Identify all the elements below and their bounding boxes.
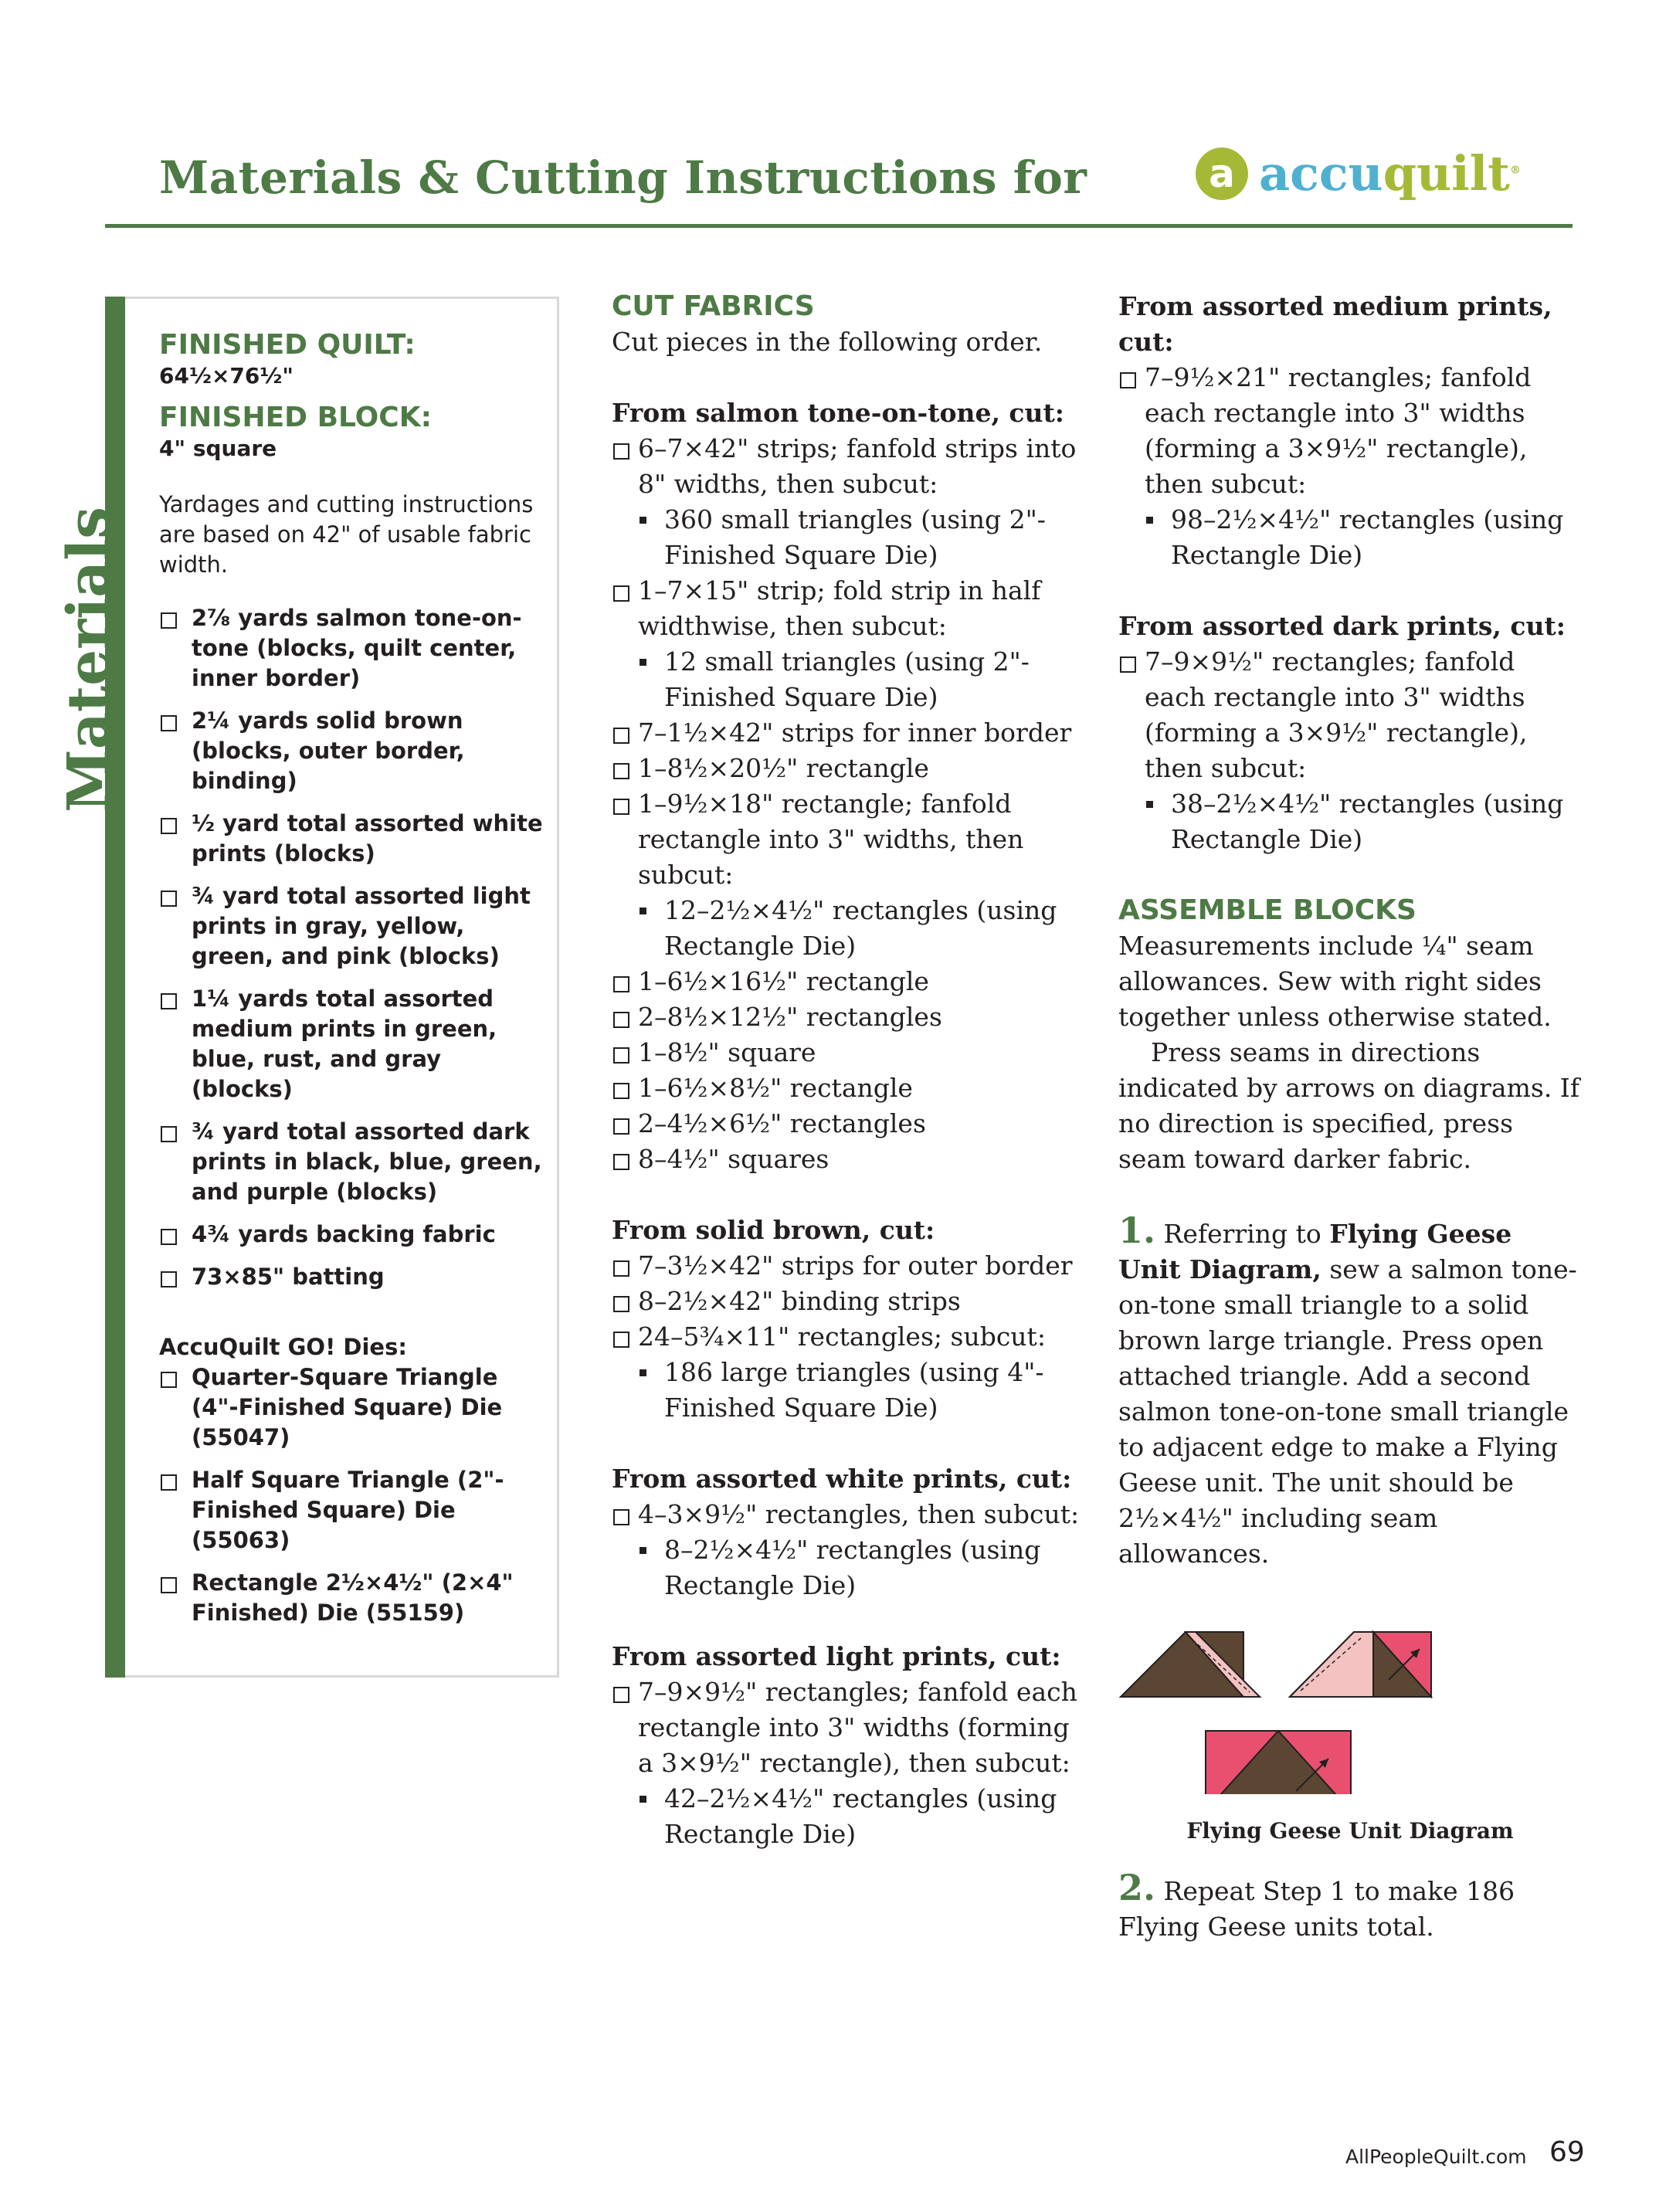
cut-item: 7–9×9½" rectangles; fanfold each rectangle into 3" widths (forming a 3×9½" rectangle), then subcut: [1118,644,1582,786]
dies-title: AccuQuilt GO! Dies: [159,1334,407,1360]
subcut-item: 360 small triangles (using 2"-Finished Square Die) [612,502,1083,573]
cut-item: 7–3½×42" strips for outer border [612,1248,1083,1284]
dark-title: From assorted dark prints, cut: [1118,611,1566,641]
material-item: 2⅞ yards salmon tone-on-tone (blocks, quilt center, inner border) [159,603,545,694]
subcut-item: 38–2½×4½" rectangles (using Rectangle Die) [1118,786,1582,857]
cut-item: 2–8½×12½" rectangles [612,999,1083,1035]
die-item: Quarter-Square Triangle (4"-Finished Square) Die (55047) [159,1362,545,1453]
flying-geese-diagram-image [1118,1593,1582,1794]
logo-trademark: ® [1509,164,1521,177]
die-item: Rectangle 2½×4½" (2×4" Finished) Die (55159) [159,1568,545,1628]
step-2-number: 2. [1118,1867,1156,1908]
cut-item: 1–8½×20½" rectangle [612,751,1083,786]
subcut-item: 12 small triangles (using 2"-Finished Square Die) [612,644,1083,715]
assemble-para-1: Measurements include ¼" seam allowances. Sew with right sides together unless otherwise stated. [1118,931,1552,1032]
die-item: Half Square Triangle (2"-Finished Square) Die (55063) [159,1465,545,1556]
cut-item: 7–9×9½" rectangles; fanfold each rectangle into 3" widths (forming a 3×9½" rectangle), then subcut: [612,1674,1083,1781]
materials-intro: Yardages and cutting instructions are based on 42" of usable fabric width. [159,491,534,578]
material-item: 4¾ yards backing fabric [159,1220,545,1250]
cut-item: 7–9½×21" rectangles; fanfold each rectangle into 3" widths (forming a 3×9½" rectangle), then subcut: [1118,360,1582,502]
assemble-para-2: Press seams in directions indicated by arrows on diagrams. If no direction is specified, press seam toward darker fabric. [1118,1037,1580,1174]
assemble-column [1118,289,1582,1945]
finished-quilt-label: FINISHED QUILT: [159,329,416,361]
logo-mark: a [1196,148,1248,200]
brown-title: From solid brown, cut: [612,1215,935,1245]
dies-list [159,1362,545,1628]
logo-text [1259,145,1521,202]
logo-quilt: quilt [1382,145,1510,202]
diagram-step-a [1121,1632,1260,1697]
cut-fabrics-heading: CUT FABRICS [612,290,815,322]
step-2 [1118,1867,1582,1945]
cut-item: 24–5¾×11" rectangles; subcut: [612,1319,1083,1355]
subcut-item: 98–2½×4½" rectangles (using Rectangle Die) [1118,502,1582,573]
material-item: ¾ yard total assorted light prints in gray, yellow, green, and pink (blocks) [159,881,545,972]
medium-title: From assorted medium prints, cut: [1118,291,1552,357]
step-1 [1118,1209,1582,1572]
material-item: 73×85" batting [159,1262,545,1292]
cut-item: 8–2½×42" binding strips [612,1284,1083,1319]
page-number: 69 [1549,2136,1585,2168]
finished-quilt-value: 64½×76½" [159,363,293,388]
footer-site: AllPeopleQuilt.com [1345,2146,1527,2168]
cut-item: 1–6½×8½" rectangle [612,1070,1083,1106]
cut-item: 1–8½" square [612,1035,1083,1070]
step-1-ref: Flying Geese Unit Diagram, [1118,1219,1512,1284]
light-title: From assorted light prints, cut: [612,1641,1061,1671]
finished-block-value: 4" square [159,436,277,461]
logo-accu: accu [1259,145,1383,202]
salmon-title: From salmon tone-on-tone, cut: [612,398,1064,428]
cut-item: 2–4½×6½" rectangles [612,1106,1083,1142]
material-item: ¾ yard total assorted dark prints in black, blue, green, and purple (blocks) [159,1117,545,1207]
step-1-text: sew a salmon tone-on-tone small triangle to a solid brown large triangle. Press open attached triangle. Add a second salmon tone-on-tone small triangle to adjacent edge to make a Flying Geese unit. The unit should be 2½×4½" including seam allowances. [1118,1254,1577,1569]
cut-fabrics-intro: Cut pieces in the following order. [612,327,1043,357]
cut-item: 1–7×15" strip; fold strip in half widthwise, then subcut: [612,573,1083,644]
materials-list [159,603,545,1292]
diagram-step-b [1290,1632,1431,1697]
accuquilt-logo [1196,145,1521,202]
material-item: ½ yard total assorted white prints (blocks) [159,809,545,869]
subcut-item: 186 large triangles (using 4"-Finished Square Die) [612,1355,1083,1426]
cut-item: 4–3×9½" rectangles, then subcut: [612,1497,1083,1532]
cut-fabrics-column [612,289,1083,1852]
diagram-finished-unit [1206,1731,1351,1794]
subcut-item: 8–2½×4½" rectangles (using Rectangle Die) [612,1532,1083,1603]
step-1-pre: Referring to [1163,1219,1321,1249]
white-title: From assorted white prints, cut: [612,1464,1072,1494]
step-1-number: 1. [1118,1209,1156,1251]
flying-geese-diagram [1118,1593,1582,1848]
page-title: Materials & Cutting Instructions for [159,151,1087,204]
salmon-small-triangle [1290,1632,1373,1697]
material-item: 1¼ yards total assorted medium prints in green, blue, rust, and gray (blocks) [159,984,545,1104]
finished-block-label: FINISHED BLOCK: [159,402,432,433]
cut-item: 6–7×42" strips; fanfold strips into 8" widths, then subcut: [612,431,1083,502]
header-rule [105,224,1572,228]
subcut-item: 12–2½×4½" rectangles (using Rectangle Die) [612,893,1083,964]
cut-item: 8–4½" squares [612,1142,1083,1177]
step-2-text: Repeat Step 1 to make 186 Flying Geese units total. [1118,1876,1515,1942]
cut-item: 1–9½×18" rectangle; fanfold rectangle into 3" widths, then subcut: [612,786,1083,893]
assemble-heading: ASSEMBLE BLOCKS [1118,894,1416,926]
subcut-item: 42–2½×4½" rectangles (using Rectangle Die) [612,1781,1083,1852]
material-item: 2¼ yards solid brown (blocks, outer border, binding) [159,706,545,796]
diagram-caption: Flying Geese Unit Diagram [1186,1818,1514,1844]
materials-content [159,327,545,1640]
cut-item: 7–1½×42" strips for inner border [612,715,1083,751]
materials-sidebar-bar [105,297,125,1678]
cut-item: 1–6½×16½" rectangle [612,964,1083,999]
